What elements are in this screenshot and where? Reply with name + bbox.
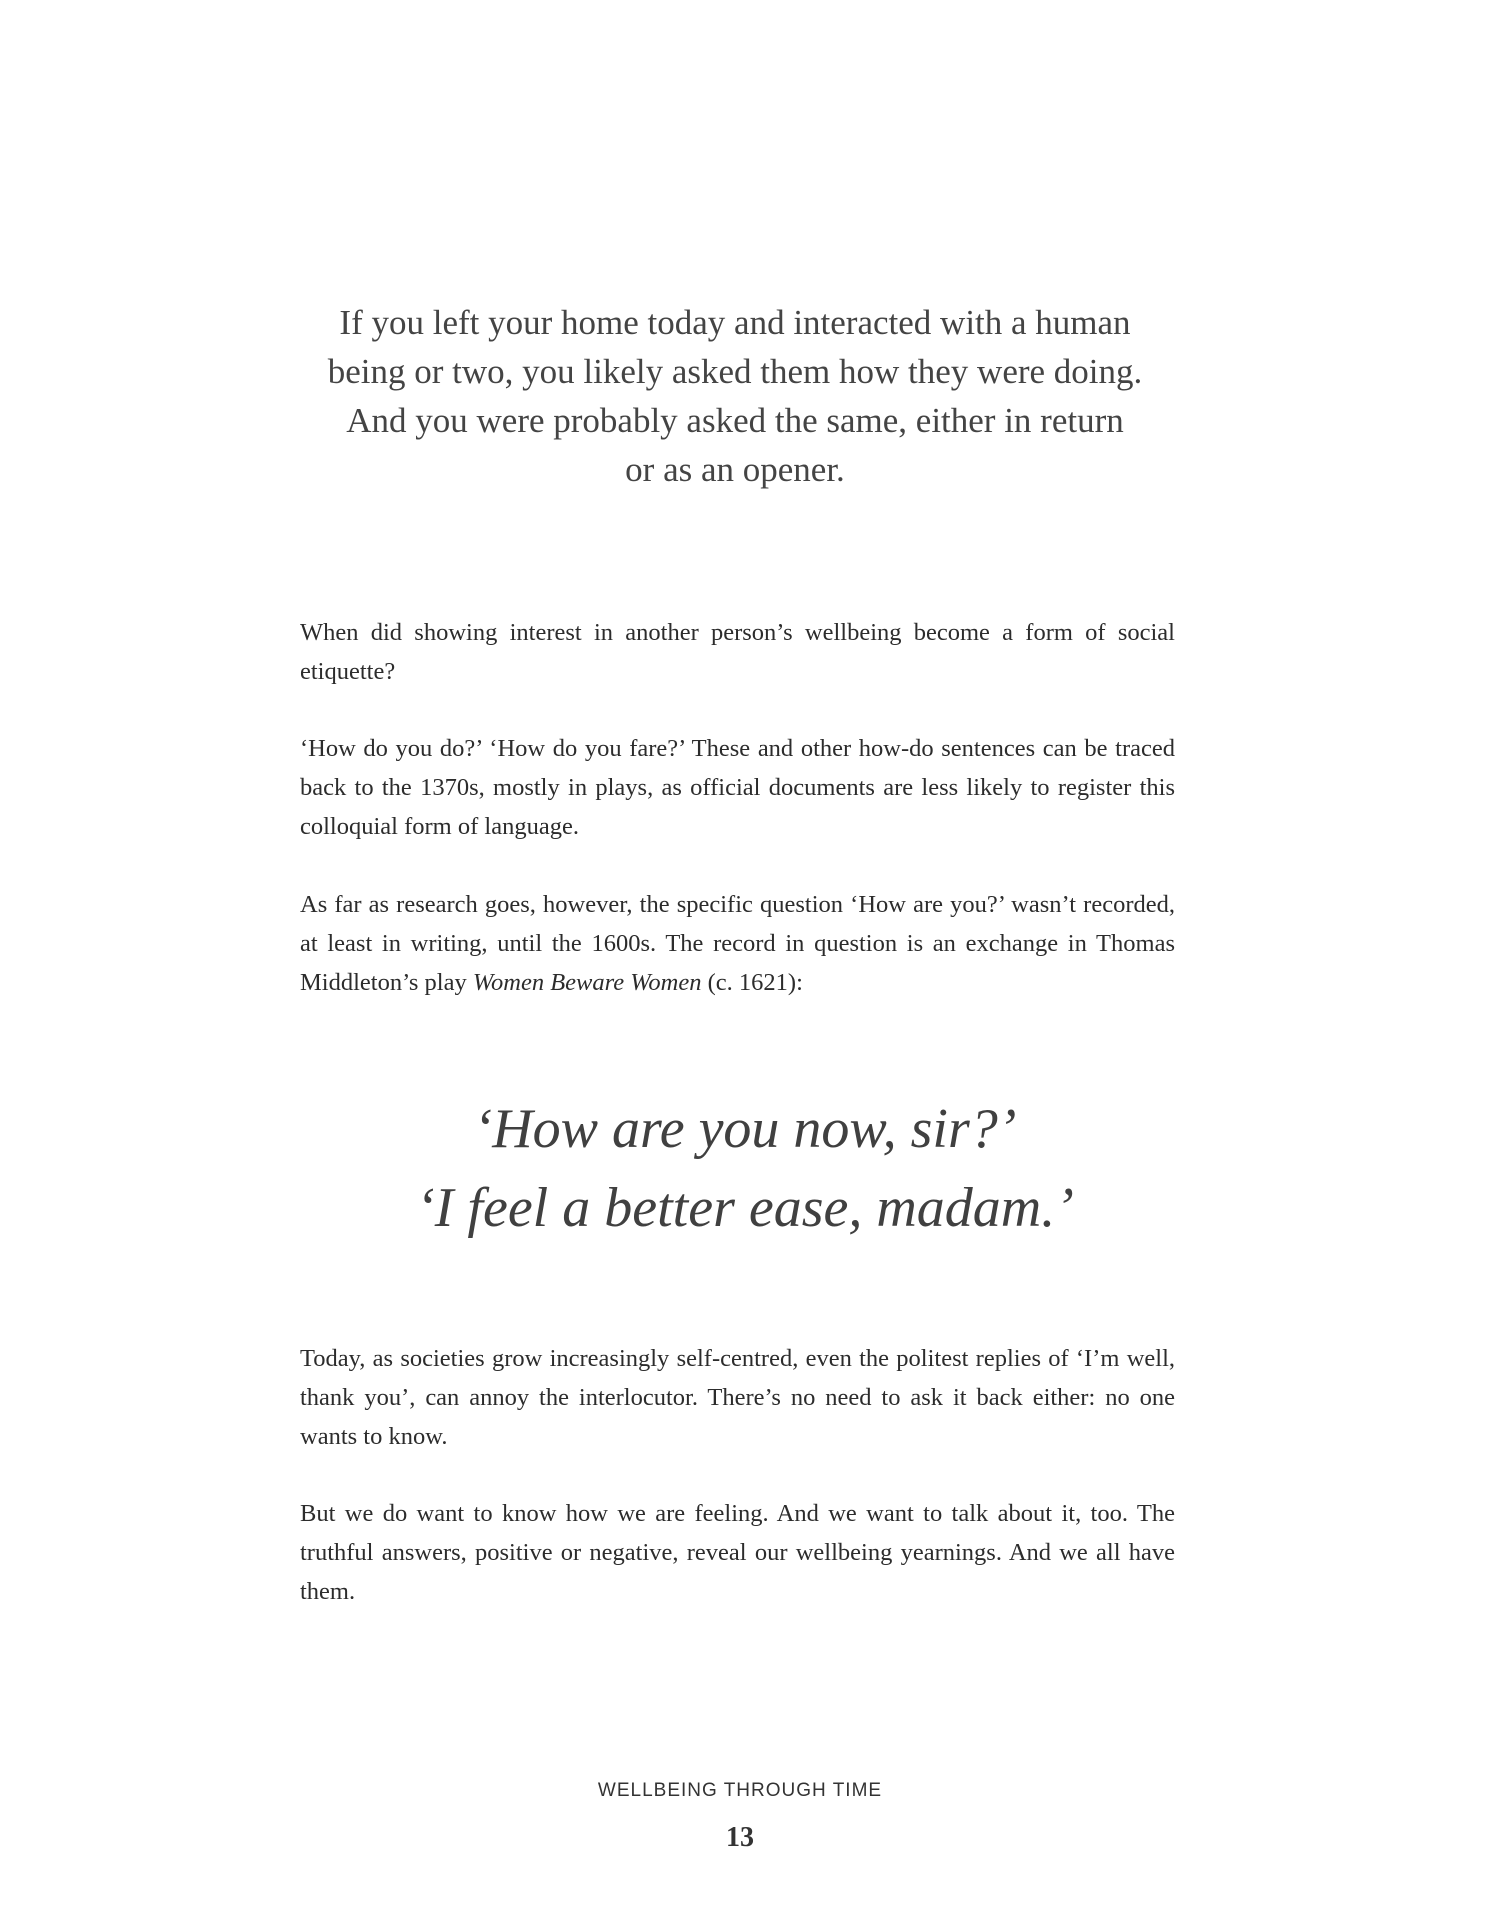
intro-paragraph [290,298,1180,494]
paragraph-text: Today, as societies grow increasingly self-centred, even the politest replies of ‘I’m well, thank you’, can annoy the interlocutor. There’s no need to ask it back either: no one wants to know. [300,1345,1175,1450]
body-paragraph-3 [300,885,1175,1002]
paragraph-text: But we do want to know how we are feeling. And we want to talk about it, too. The truthful answers, positive or negative, reveal our wellbeing yearnings. And we all have them. [300,1500,1175,1605]
body-paragraph-2 [300,729,1175,846]
quote-line-2: ‘I feel a better ease, madam.’ [416,1177,1074,1239]
body-paragraph-4 [300,1339,1175,1456]
paragraph-text: ‘How do you do?’ ‘How do you fare?’ These and other how-do sentences can be traced back to the 1370s, mostly in plays, as official documents are less likely to register this colloquial form of language. [300,735,1175,840]
paragraph-text-start: As far as research goes, however, the specific question ‘How are you?’ wasn’t recorded, at least in writing, until the 1600s. The record in question is an exchange in Thomas Middleton’s play [300,891,1175,996]
play-title: Women Beware Women [472,969,702,996]
intro-line: And you were probably asked the same, either in return [346,401,1124,440]
quote-line-1: ‘How are you now, sir?’ [473,1098,1017,1160]
intro-line: If you left your home today and interacted with a human [339,303,1131,342]
paragraph-text: When did showing interest in another person’s wellbeing become a form of social etiquette? [300,619,1175,685]
body-paragraph-1 [300,613,1175,691]
body-paragraph-5 [300,1494,1175,1611]
running-footer-title: WELLBEING THROUGH TIME [597,1780,883,1801]
paragraph-text [300,885,1175,1002]
paragraph-text-end: (c. 1621): [701,969,803,996]
pull-quote [230,1090,1260,1248]
page-number: 13 [726,1822,754,1853]
intro-line: being or two, you likely asked them how they were doing. [327,352,1143,391]
intro-line: or as an opener. [625,450,845,489]
